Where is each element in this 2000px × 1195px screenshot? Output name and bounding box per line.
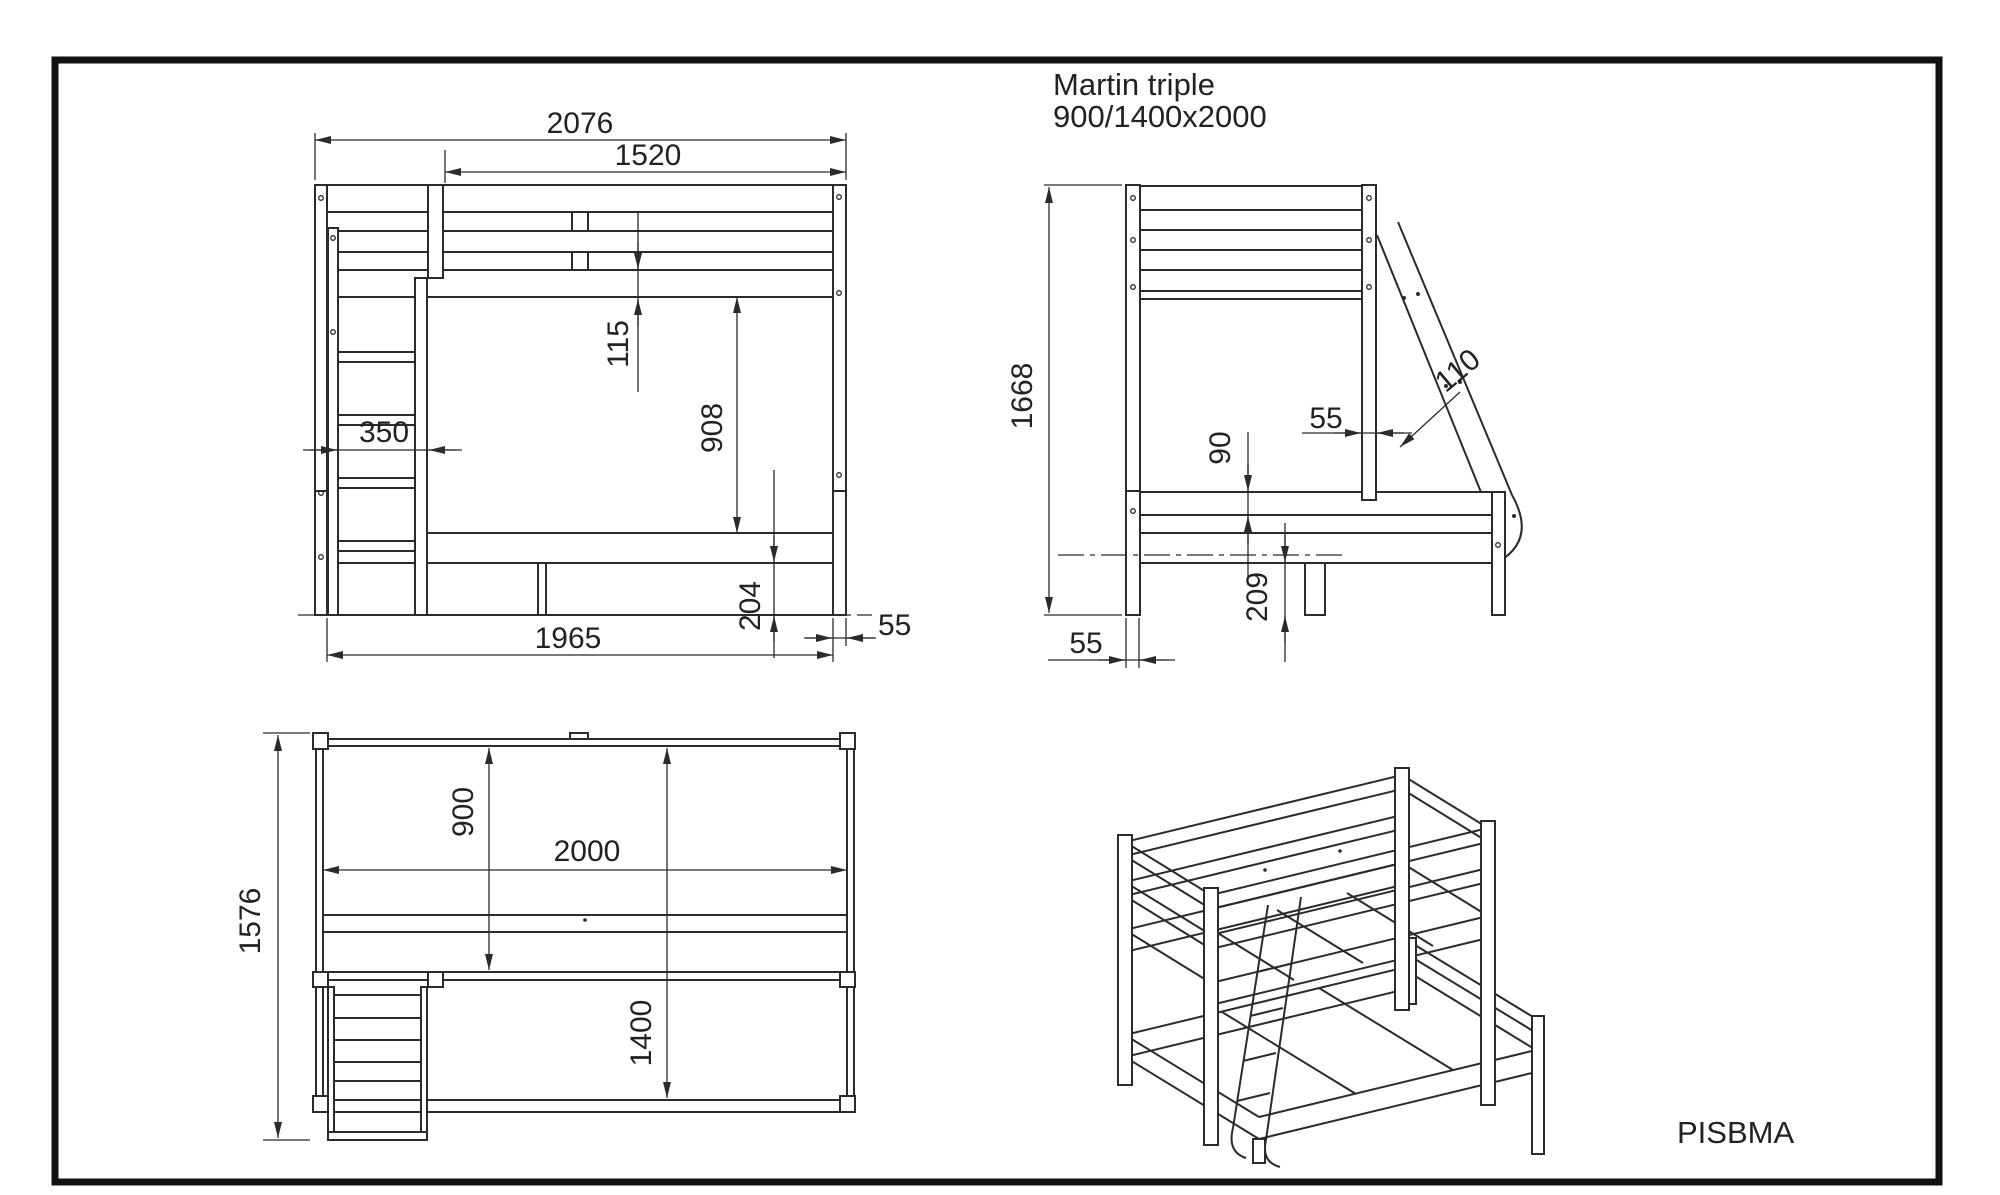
dim-post-thickness-top [1302, 402, 1412, 435]
dim-overall-depth [234, 733, 310, 1140]
dimension-label-900: 900 [447, 786, 480, 838]
drawing-title [1053, 67, 1267, 134]
title-line2: 900/1400x2000 [1053, 99, 1267, 134]
plan-view [234, 733, 855, 1140]
dimension-label-2000: 2000 [553, 835, 621, 868]
plan-bed-geometry [313, 733, 855, 1140]
dimension-label-1668: 1668 [1006, 362, 1039, 430]
front-view [298, 107, 911, 662]
isometric-view [1118, 768, 1544, 1167]
iso-ladder [1232, 897, 1301, 1167]
dim-overall-length [315, 107, 846, 180]
dimension-label-908: 908 [696, 402, 729, 454]
dim-post-thickness-bottom [1048, 618, 1175, 668]
dimension-label-1520: 1520 [614, 139, 682, 172]
dimension-label-209: 209 [1241, 571, 1274, 623]
dim-total-height [1006, 185, 1122, 615]
dimension-label-1965: 1965 [534, 622, 602, 655]
dimension-label-55-front: 55 [878, 609, 912, 642]
dimension-label-55-bottom: 55 [1069, 627, 1103, 660]
dim-upper-bed-width [447, 748, 489, 970]
front-bed-geometry [298, 185, 872, 615]
dimension-label-2076: 2076 [546, 107, 614, 140]
dim-bed-length [323, 835, 847, 870]
dim-upper-rail-length [445, 139, 846, 183]
dim-bunk-clearance [696, 297, 737, 533]
drawing-code: PISBMA [1677, 1115, 1795, 1150]
dimension-label-115: 115 [602, 320, 635, 368]
side-view [1006, 185, 1522, 668]
dimension-label-90: 90 [1204, 431, 1237, 465]
dimension-label-1576: 1576 [234, 887, 267, 955]
dim-ladder-stringer-width [1400, 343, 1487, 447]
dimension-label-1400: 1400 [625, 999, 658, 1067]
dimension-label-55-top: 55 [1309, 402, 1343, 435]
dimension-label-110: 110 [1428, 342, 1487, 399]
dimension-label-204: 204 [734, 580, 767, 632]
title-line1: Martin triple [1053, 67, 1215, 102]
dimension-label-350: 350 [358, 416, 410, 449]
